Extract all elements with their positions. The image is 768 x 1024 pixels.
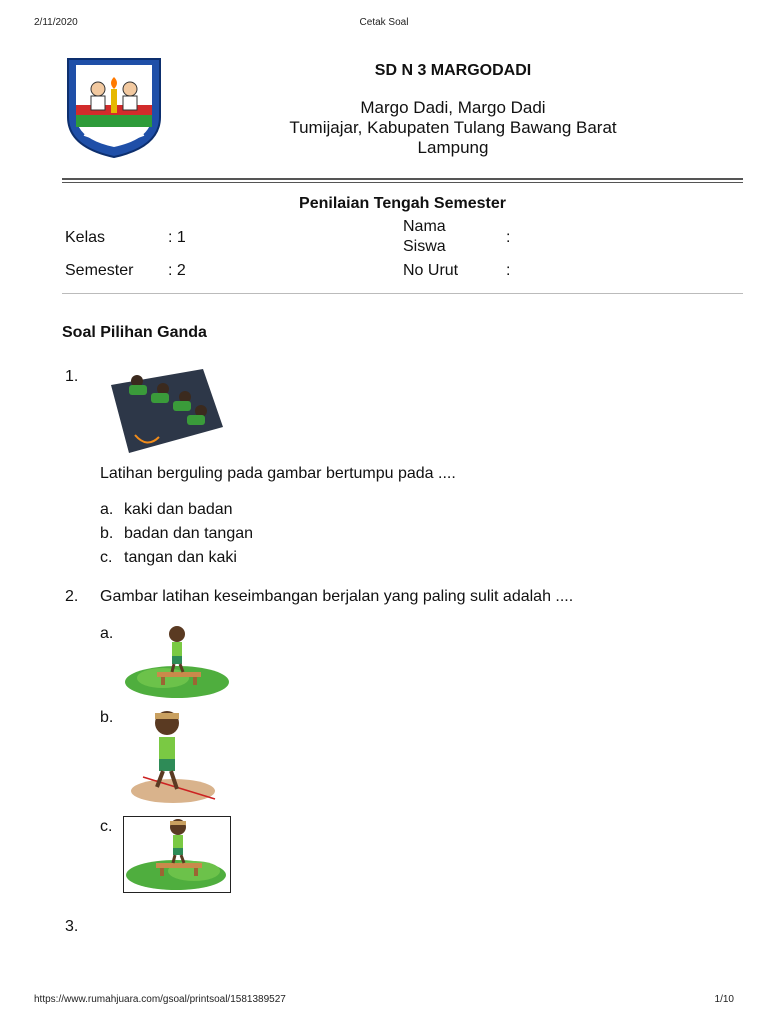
page-number: 1/10 — [714, 994, 734, 1005]
question-2-option-a-letter: a. — [100, 625, 114, 642]
no-urut-label: No Urut — [403, 262, 459, 279]
semester-value: : 2 — [168, 262, 186, 279]
question-2-option-c-letter: c. — [100, 818, 113, 835]
address-line-1: Margo Dadi, Margo Dadi — [360, 98, 546, 117]
footer-url[interactable]: https://www.rumahjuara.com/gsoal/printsoal/1581389527 — [34, 994, 286, 1005]
nama-value: : — [506, 229, 511, 246]
school-logo — [64, 55, 164, 160]
question-1-option-a-text: kaki dan badan — [124, 501, 233, 518]
section-title: Soal Pilihan Ganda — [62, 324, 207, 341]
print-title: Cetak Soal — [359, 17, 409, 28]
address-line-2: Tumijajar, Kabupaten Tulang Bawang Barat — [289, 118, 617, 137]
kelas-value: : 1 — [168, 229, 186, 246]
address-line-3: Lampung — [417, 138, 489, 157]
question-1-option-b-letter: b. — [100, 525, 114, 542]
header-rule-top — [62, 178, 743, 180]
question-2-number: 2. — [65, 588, 79, 605]
nama-label-line1: Nama — [403, 218, 446, 235]
question-2-text: Gambar latihan keseimbangan berjalan yang paling sulit adalah .... — [100, 588, 574, 605]
question-2-option-a-image — [123, 622, 231, 700]
exam-title: Penilaian Tengah Semester — [299, 195, 506, 212]
question-1-image — [107, 365, 225, 457]
question-1-number: 1. — [65, 368, 79, 385]
question-1-option-c-text: tangan dan kaki — [124, 549, 237, 566]
question-2-option-c-image — [123, 816, 231, 893]
kelas-label: Kelas — [65, 229, 106, 246]
print-date: 2/11/2020 — [34, 17, 78, 28]
semester-label: Semester — [65, 262, 134, 279]
question-1-text: Latihan berguling pada gambar bertumpu pada .... — [100, 465, 456, 482]
nama-label-line2: Siswa — [403, 238, 446, 255]
question-2-option-b-image — [123, 707, 231, 807]
question-1-option-c-letter: c. — [100, 549, 113, 566]
no-urut-value: : — [506, 262, 511, 279]
header-rule-bottom — [62, 182, 743, 183]
info-divider — [62, 293, 743, 294]
question-3-number: 3. — [65, 918, 79, 935]
question-2-option-b-letter: b. — [100, 709, 114, 726]
question-1-option-b-text: badan dan tangan — [124, 525, 254, 542]
school-name: SD N 3 MARGODADI — [374, 62, 532, 79]
question-1-option-a-letter: a. — [100, 501, 114, 518]
